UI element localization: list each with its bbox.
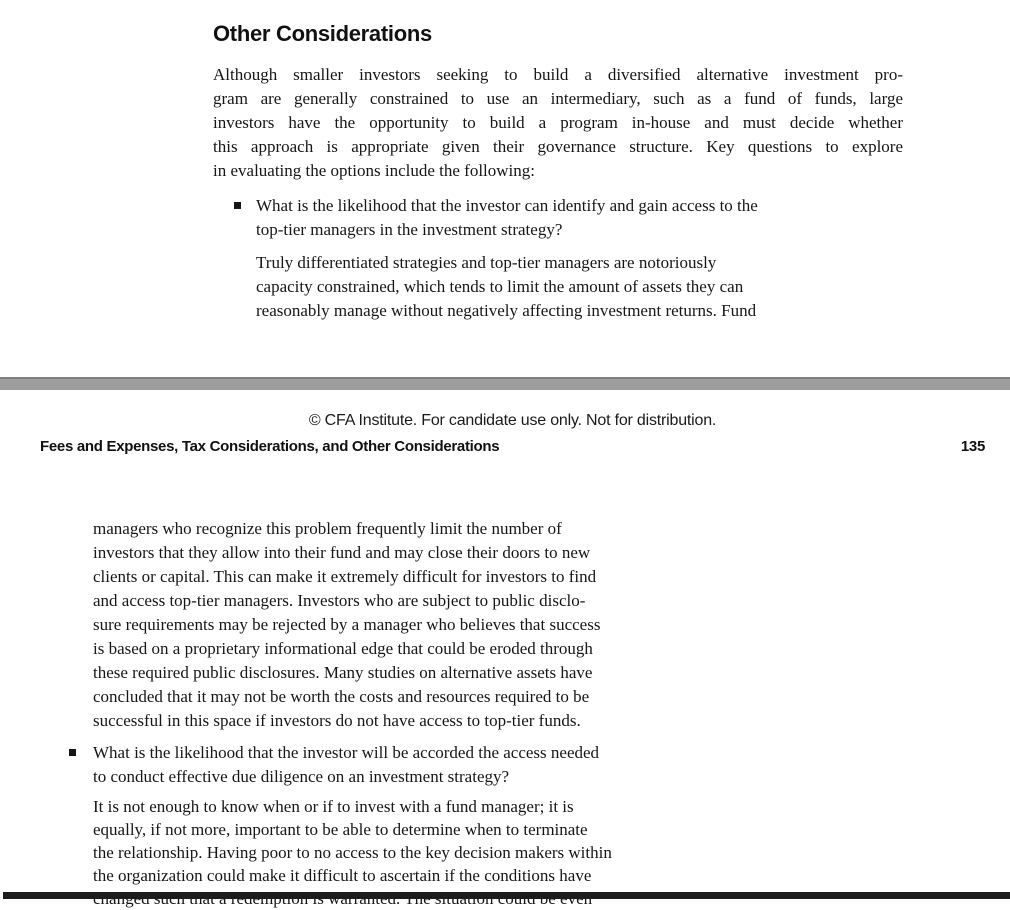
text-line: Although smaller investors seeking to build a diversified alternative investment pro- — [213, 65, 903, 84]
bullet-question — [256, 194, 903, 242]
text-line: investors have the opportunity to build a program in-house and must decide whether — [213, 113, 903, 132]
text-line: capacity constrained, which tends to limit the amount of assets they can — [256, 277, 744, 296]
text-line: clients or capital. This can make it extremely difficult for investors to find — [93, 567, 597, 586]
text-line: gram are generally constrained to use an intermediary, such as a fund of funds, large — [213, 89, 903, 108]
bullet-square-icon — [69, 749, 76, 756]
intro-paragraph — [213, 63, 903, 183]
continuation-paragraph — [67, 517, 727, 733]
text-line: What is the likelihood that the investor will be accorded the access needed — [93, 743, 600, 762]
text-line: sure requirements may be rejected by a manager who believes that success — [93, 615, 601, 634]
text-line: top-tier managers in the investment strategy? — [256, 220, 563, 239]
text-line: investors that they allow into their fund and may close their doors to new — [93, 543, 591, 562]
text-line: and access top-tier managers. Investors who are subject to public disclo- — [93, 591, 586, 610]
text-line: to conduct effective due diligence on an investment strategy? — [93, 767, 510, 786]
text-line: successful in this space if investors do not have access to top-tier funds. — [93, 711, 581, 730]
bullet-answer — [256, 251, 903, 323]
page1-section — [213, 22, 903, 323]
page-break-divider — [0, 377, 1010, 390]
running-head-title: Fees and Expenses, Tax Considerations, and Other Considerations — [40, 438, 500, 455]
bullet-item-1 — [213, 194, 903, 323]
running-head — [40, 438, 985, 455]
page-number: 135 — [960, 438, 985, 455]
bullet-item-2 — [67, 741, 727, 910]
text-line: managers who recognize this problem frequently limit the number of — [93, 519, 562, 538]
bullet-square-icon — [234, 202, 241, 209]
text-line: this approach is appropriate given their governance structure. Key questions to explore — [213, 137, 903, 156]
text-line: concluded that it may not be worth the costs and resources required to be — [93, 687, 590, 706]
page2-section — [67, 517, 727, 910]
text-line: the organization could make it difficult to ascertain if the conditions have — [93, 866, 592, 885]
text-line: the relationship. Having poor to no access to the key decision makers within — [93, 843, 612, 862]
text-line: reasonably manage without negatively affecting investment returns. Fund — [256, 301, 757, 320]
text-line: equally, if not more, important to be able to determine when to terminate — [93, 820, 588, 839]
text-line: What is the likelihood that the investor can identify and gain access to the — [256, 196, 758, 215]
text-line: is based on a proprietary informational edge that could be eroded through — [93, 639, 593, 658]
copyright-notice: © CFA Institute. For candidate use only. Not for distribution. — [308, 412, 717, 429]
text-line: these required public disclosures. Many studies on alternative assets have — [93, 663, 593, 682]
text-line: in evaluating the options include the following: — [213, 161, 535, 180]
bullet-question — [93, 741, 727, 789]
text-line: Truly differentiated strategies and top-tier managers are notoriously — [256, 253, 717, 272]
bottom-crop-bar — [3, 892, 1010, 899]
section-heading: Other Considerations — [213, 21, 432, 46]
text-line: It is not enough to know when or if to invest with a fund manager; it is — [93, 797, 574, 816]
